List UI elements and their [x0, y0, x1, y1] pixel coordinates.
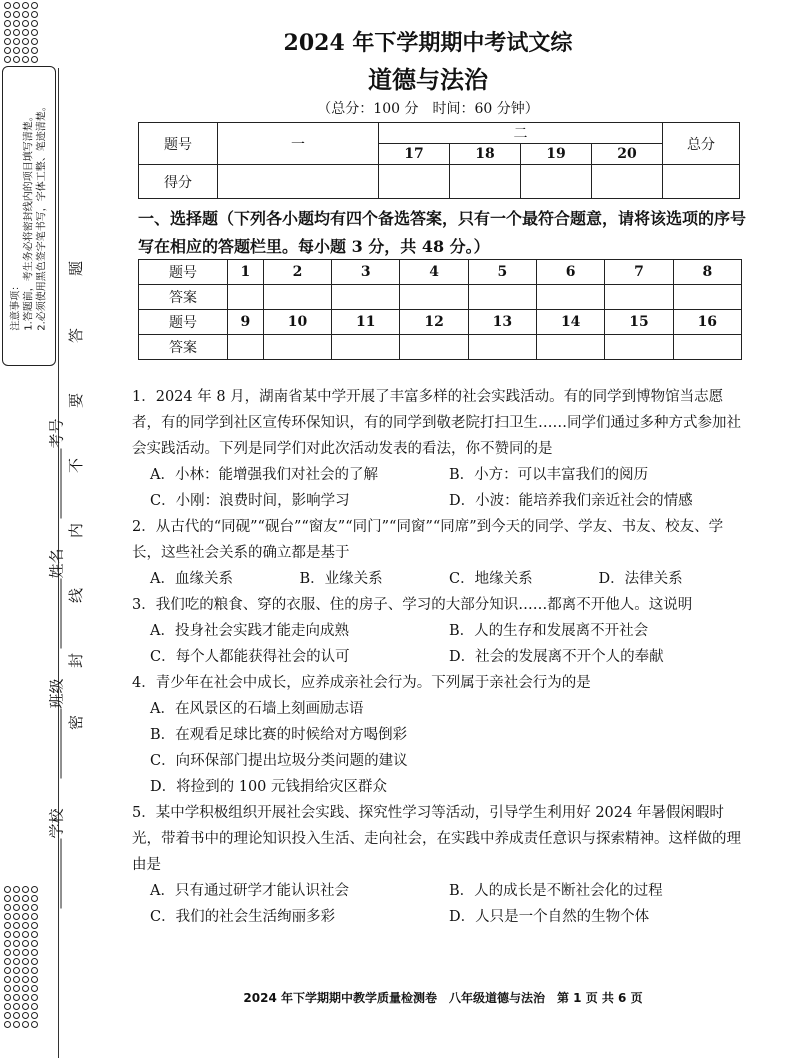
question-list [132, 384, 748, 930]
field-exam-number[interactable]: 考号 [46, 418, 67, 522]
grid-q-number: 12 [400, 310, 468, 335]
score-q-number: 19 [521, 144, 592, 165]
field-school[interactable]: 学校 [46, 808, 67, 912]
answer-cell[interactable] [468, 335, 536, 360]
question-stem: 1．2024 年 8 月，湖南省某中学开展了丰富多样的社会实践活动。有的同学到博物馆当志愿者，有的同学到社区宣传环保知识，有的同学到敬老院打扫卫生……同学们通过多种方式参加社会实践活动。下列是同学们对此次活动发表的看法，你不赞同的是 [132, 389, 741, 457]
grid-q-number: 16 [673, 310, 741, 335]
seal-char: 线 [67, 587, 86, 604]
option: B．在观看足球比赛的时候给对方喝倒彩 [150, 727, 408, 743]
score-cell[interactable] [218, 165, 379, 199]
punch-holes-bottom [4, 886, 40, 1028]
score-total-label: 总分 [663, 123, 740, 165]
option: A．小林：能增强我们对社会的了解 [150, 467, 378, 483]
option: B．人的生存和发展离不开社会 [449, 623, 649, 639]
answer-cell[interactable] [332, 335, 400, 360]
score-part-1: 一 [218, 123, 379, 165]
grid-q-number: 5 [468, 260, 536, 285]
score-table [138, 122, 740, 199]
answer-cell[interactable] [400, 335, 468, 360]
grid-q-number: 11 [332, 310, 400, 335]
grid-q-number: 15 [605, 310, 673, 335]
score-cell[interactable] [592, 165, 663, 199]
grid-q-number: 7 [605, 260, 673, 285]
score-cell[interactable] [521, 165, 592, 199]
seal-char: 封 [67, 652, 86, 669]
option: B．人的成长是不断社会化的过程 [449, 883, 663, 899]
option: D．人只是一个自然的生物个体 [449, 909, 650, 925]
question [132, 514, 748, 592]
question-stem: 4．青少年在社会中成长，应养成亲社会行为。下列属于亲社会行为的是 [132, 675, 591, 691]
option: D．社会的发展离不开个人的奉献 [449, 649, 664, 665]
punch-holes-top [4, 2, 40, 63]
grid-q-number: 8 [673, 260, 741, 285]
answer-cell[interactable] [332, 285, 400, 310]
score-points-label: 得分 [139, 165, 218, 199]
section-instruction: 一、选择题（下列各小题均有四个备选答案，只有一个最符合题意，请将该选项的序号写在相应的答题栏里。每小题 3 分，共 48 分。） [138, 209, 747, 256]
seal-char: 题 [67, 260, 86, 277]
answer-cell[interactable] [400, 285, 468, 310]
question-stem: 2．从古代的“同砚”“砚台”“窗友”“同门”“同窗”“同席”到今天的同学、学友、书友、校友、学长，这些社会关系的确立都是基于 [132, 519, 724, 561]
notice-line-1: 1.答题前，考生务必将密封线内的项目填写清楚。 [23, 111, 35, 331]
answer-cell[interactable] [673, 285, 741, 310]
seal-char: 要 [67, 392, 86, 409]
grid-q-number: 2 [263, 260, 331, 285]
question [132, 592, 748, 670]
score-part-2: 二 [379, 123, 663, 144]
answer-cell[interactable] [263, 335, 331, 360]
option: C．每个人都能获得社会的认可 [150, 649, 350, 665]
seal-char: 内 [67, 522, 86, 539]
option: D．小波：能培养我们亲近社会的情感 [449, 493, 693, 509]
answer-cell[interactable] [605, 285, 673, 310]
score-cell[interactable] [379, 165, 450, 199]
score-cell[interactable] [450, 165, 521, 199]
option: D．将捡到的 100 元钱捐给灾区群众 [150, 779, 388, 795]
option: A．在风景区的石墙上刻画励志语 [150, 701, 364, 717]
field-class[interactable]: 班级 [46, 678, 67, 782]
seal-char: 不 [67, 457, 86, 474]
option: C．小刚：浪费时间，影响学习 [150, 493, 350, 509]
option: C．向环保部门提出垃圾分类问题的建议 [150, 753, 408, 769]
answer-cell[interactable] [228, 285, 264, 310]
score-row-label: 题号 [139, 123, 218, 165]
score-cell[interactable] [663, 165, 740, 199]
exam-title: 2024 年下学期期中考试文综 [283, 30, 573, 56]
question [132, 800, 748, 930]
page-footer: 2024 年下学期期中教学质量检测卷 八年级道德与法治 第 1 页 共 6 页 [243, 991, 643, 1005]
answer-cell[interactable] [468, 285, 536, 310]
option: D．法律关系 [598, 571, 683, 587]
grid-ans-label: 答案 [139, 285, 228, 310]
answer-cell[interactable] [537, 285, 605, 310]
notice-line-2: 2.必须使用黑色签字笔书写，字体工整、笔迹清楚。 [36, 101, 48, 331]
field-name[interactable]: 姓名 [46, 548, 67, 652]
answer-cell[interactable] [605, 335, 673, 360]
score-q-number: 18 [450, 144, 521, 165]
score-q-number: 20 [592, 144, 663, 165]
grid-q-number: 13 [468, 310, 536, 335]
option: B．业缘关系 [299, 571, 383, 587]
grid-ans-label: 答案 [139, 335, 228, 360]
answer-cell[interactable] [228, 335, 264, 360]
grid-q-number: 14 [537, 310, 605, 335]
question-stem: 5．某中学积极组织开展社会实践、探究性学习等活动，引导学生利用好 2024 年暑假闲暇时光，带着书中的理论知识投入生活、走向社会，在实践中养成责任意识与探索精神。这样做的理由是 [132, 805, 741, 873]
grid-q-number: 6 [537, 260, 605, 285]
option: A．血缘关系 [150, 571, 233, 587]
option: A．只有通过研学才能认识社会 [150, 883, 349, 899]
answer-cell[interactable] [263, 285, 331, 310]
answer-cell[interactable] [673, 335, 741, 360]
subject-title: 道德与法治 [368, 65, 488, 94]
option: C．地缘关系 [449, 571, 533, 587]
grid-q-number: 10 [263, 310, 331, 335]
question-stem: 3．我们吃的粮食、穿的衣服、住的房子、学习的大部分知识……都离不开他人。这说明 [132, 597, 693, 613]
seal-char: 密 [67, 714, 86, 731]
answer-cell[interactable] [537, 335, 605, 360]
grid-q-number: 4 [400, 260, 468, 285]
answer-grid [138, 259, 742, 360]
question [132, 670, 748, 800]
question [132, 384, 748, 514]
grid-q-number: 1 [228, 260, 264, 285]
notice-box [2, 66, 56, 366]
grid-num-label: 题号 [139, 260, 228, 285]
option: A．投身社会实践才能走向成熟 [150, 623, 349, 639]
exam-meta: （总分：100 分 时间：60 分钟） [317, 101, 539, 117]
option: C．我们的社会生活绚丽多彩 [150, 909, 336, 925]
seal-char: 答 [67, 327, 86, 344]
option: B．小方：可以丰富我们的阅历 [449, 467, 649, 483]
score-q-number: 17 [379, 144, 450, 165]
grid-num-label: 题号 [139, 310, 228, 335]
notice-title: 注意事项： [10, 280, 22, 331]
grid-q-number: 9 [228, 310, 264, 335]
grid-q-number: 3 [332, 260, 400, 285]
